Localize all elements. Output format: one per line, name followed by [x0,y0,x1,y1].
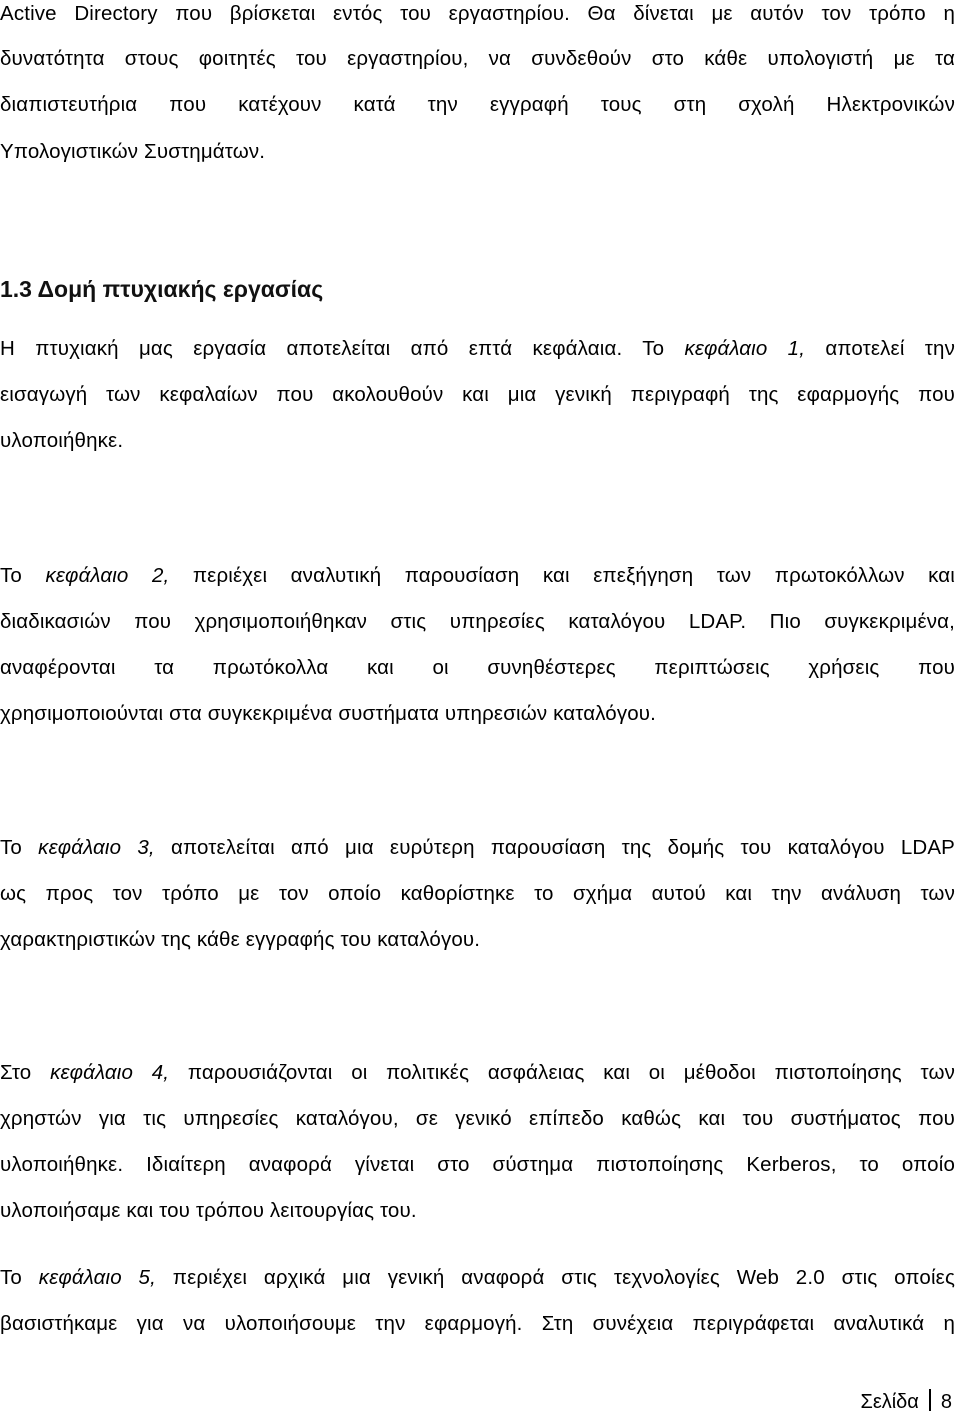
para2-line-4: χρησιμοποιούνται στα συγκεκριμένα συστήματα υπηρεσιών καταλόγου. [0,702,657,725]
para2-chapter-ref: κεφάλαιο 2, [45,564,170,587]
page-label: Σελίδα [860,1391,919,1413]
para5-text-b: περιέχει αρχικά μια γενική αναφορά στις τεχνολογίες Web 2.0 στις οποίες [155,1266,955,1289]
para3-line-1 [0,834,955,862]
intro-line-4: Υπολογιστικών Συστημάτων. [0,140,266,163]
para1-text-b: αποτελεί την [805,337,956,360]
para2-line-1 [0,562,955,590]
para4-text-b: παρουσιάζονται οι πολιτικές ασφάλειας και οι μέθοδοι πιστοποίησης των [169,1061,956,1084]
intro-line-1: Active Directory που βρίσκεται εντός του εργαστηρίου. Θα δίνεται με αυτόν τον τρόπο η [0,2,955,25]
para3-chapter-ref: κεφάλαιο 3, [38,836,155,859]
para5-text-a: Το [0,1266,39,1289]
footer-divider [929,1389,931,1411]
para5-chapter-ref: κεφάλαιο 5, [38,1266,156,1289]
para4-line-3: υλοποιήθηκε. Ιδιαίτερη αναφορά γίνεται στο σύστημα πιστοποίησης Kerberos, το οποίο [0,1153,955,1176]
intro-line-3: διαπιστευτήρια που κατέχουν κατά την εγγραφή τους στη σχολή Ηλεκτρονικών [0,93,955,116]
para4-text-a: Στο [0,1061,51,1084]
para1-chapter-ref: κεφάλαιο 1, [684,337,806,360]
para4-line-4: υλοποιήσαμε και του τρόπου λειτουργίας του. [0,1199,417,1222]
para4-line-1 [0,1059,955,1087]
para3-line-2: ως προς τον τρόπο με τον οποίο καθορίστηκε το σχήμα αυτού και την ανάλυση των [0,882,955,905]
para2-text-a: Το [0,564,46,587]
para3-text-b: αποτελείται από μια ευρύτερη παρουσίαση της δομής του καταλόγου LDAP [154,836,955,859]
para2-text-b: περιέχει αναλυτική παρουσίαση και επεξήγηση των πρωτοκόλλων και [169,564,955,587]
para1-line-1 [0,335,955,363]
para4-chapter-ref: κεφάλαιο 4, [50,1061,170,1084]
para2-line-3: αναφέρονται τα πρωτόκολλα και οι συνηθέστερες περιπτώσεις χρήσεις που [0,656,955,679]
para3-text-a: Το [0,836,39,859]
page-number: 8 [940,1391,952,1413]
intro-line-2: δυνατότητα στους φοιτητές του εργαστηρίου, να συνδεθούν στο κάθε υπολογιστή με τα [0,47,955,70]
para4-line-2: χρηστών για τις υπηρεσίες καταλόγου, σε γενικό επίπεδο καθώς και του συστήματος που [0,1107,955,1130]
section-heading: 1.3 Δομή πτυχιακής εργασίας [0,276,324,302]
para1-line-2: εισαγωγή των κεφαλαίων που ακολουθούν και μια γενική περιγραφή της εφαρμογής που [0,383,955,406]
para5-line-1 [0,1264,955,1292]
page-footer [860,1389,952,1415]
para3-line-3: χαρακτηριστικών της κάθε εγγραφής του καταλόγου. [0,928,481,951]
para1-line-3: υλοποιήθηκε. [0,429,124,452]
para2-line-2: διαδικασιών που χρησιμοποιήθηκαν στις υπηρεσίες καταλόγου LDAP. Πιο συγκεκριμένα, [0,610,955,633]
para5-line-2: βασιστήκαμε για να υλοποιήσουμε την εφαρμογή. Στη συνέχεια περιγράφεται αναλυτικά η [0,1312,955,1335]
para1-text-a: Η πτυχιακή μας εργασία αποτελείται από επτά κεφάλαια. Το [0,337,685,360]
